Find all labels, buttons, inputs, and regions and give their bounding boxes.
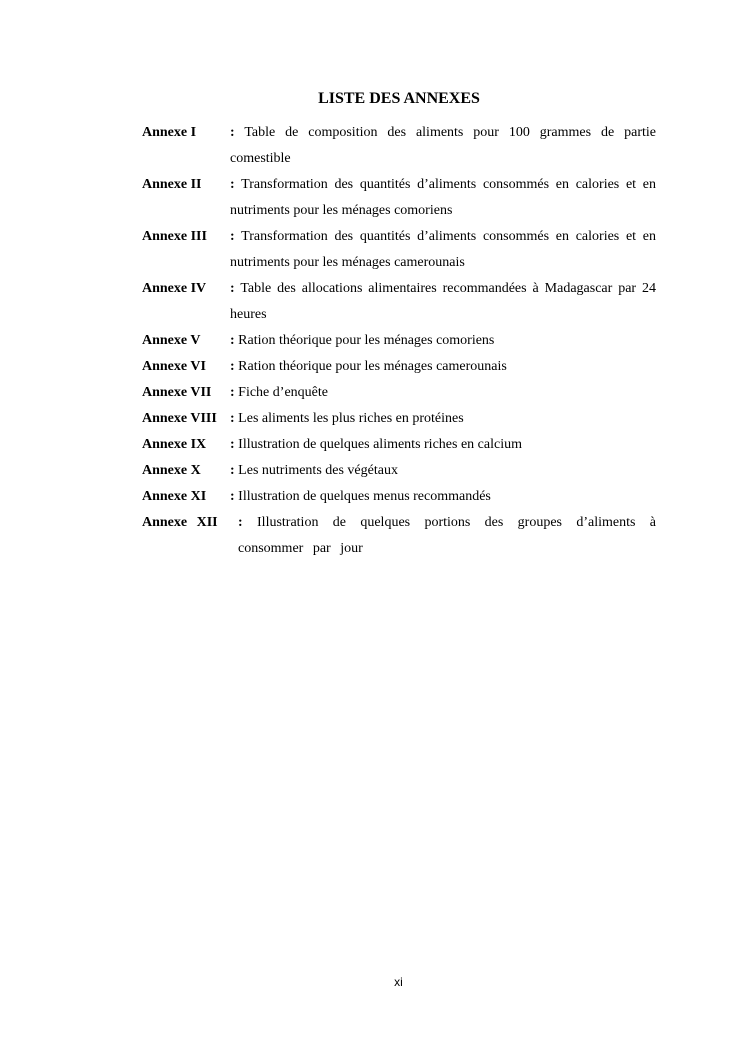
annex-item [142,510,656,562]
annex-description-text: Illustration de quelques portions des groupes d’aliments à consommer par jour [238,515,656,556]
annex-item [142,172,656,224]
annex-separator: : [230,437,235,452]
annex-item [142,484,656,510]
annex-item [142,406,656,432]
annex-description [230,458,656,484]
annex-description [230,224,656,276]
annex-separator: : [230,125,235,140]
annex-item [142,276,656,328]
annex-label: Annexe XI [142,489,207,504]
annex-item [142,380,656,406]
annex-description [230,172,656,224]
annex-separator: : [230,333,235,348]
annex-item [142,432,656,458]
annex-label: Annexe III [142,229,207,244]
annex-description [230,432,656,458]
annex-description-text: Illustration de quelques menus recommandés [238,489,491,504]
annex-label: Annexe IV [142,281,207,296]
annex-item [142,458,656,484]
annex-separator: : [230,489,235,504]
annex-separator: : [230,463,235,478]
annex-separator: : [230,281,235,296]
annex-description-text: Illustration de quelques aliments riches en calcium [238,437,522,452]
annex-list [142,120,656,562]
annex-item [142,354,656,380]
annex-label: Annexe VI [142,359,206,374]
annex-description-text: Ration théorique pour les ménages comoriens [238,333,495,348]
annex-label: Annexe II [142,177,202,192]
annex-label: Annexe X [142,463,201,478]
annex-description-text: Fiche d’enquête [238,385,328,400]
annex-separator: : [230,177,235,192]
annex-description [238,510,656,562]
annex-description [230,484,656,510]
annex-label: Annexe I [142,125,197,140]
annex-description [230,120,656,172]
annex-label: Annexe IX [142,437,207,452]
annex-description-text: Les nutriments des végétaux [238,463,398,478]
annex-label: Annexe XII [142,515,218,530]
annex-description-text: Ration théorique pour les ménages camerounais [238,359,507,374]
annex-item [142,120,656,172]
page-number: xi [394,975,403,989]
annex-item [142,224,656,276]
annex-label: Annexe VIII [142,411,217,426]
annex-description-text: Les aliments les plus riches en protéines [238,411,464,426]
annex-description [230,276,656,328]
annex-description [230,354,656,380]
annex-description [230,406,656,432]
annex-description-text: Transformation des quantités d’aliments consommés en calories et en nutriments pour les ménages comoriens [230,177,657,218]
page-title: LISTE DES ANNEXES [318,90,480,107]
annex-item [142,328,656,354]
annex-description [230,380,656,406]
annex-separator: : [230,385,235,400]
annex-description-text: Table de composition des aliments pour 100 grammes de partie comestible [230,125,656,166]
annex-label: Annexe V [142,333,201,348]
annex-separator: : [230,411,235,426]
annex-separator: : [230,229,235,244]
annex-separator: : [230,359,235,374]
annex-label: Annexe VII [142,385,212,400]
annex-description-text: Transformation des quantités d’aliments consommés en calories et en nutriments pour les ménages camerounais [230,229,657,270]
annex-description-text: Table des allocations alimentaires recommandées à Madagascar par 24 heures [230,281,656,322]
annex-separator: : [238,515,243,530]
annex-description [230,328,656,354]
